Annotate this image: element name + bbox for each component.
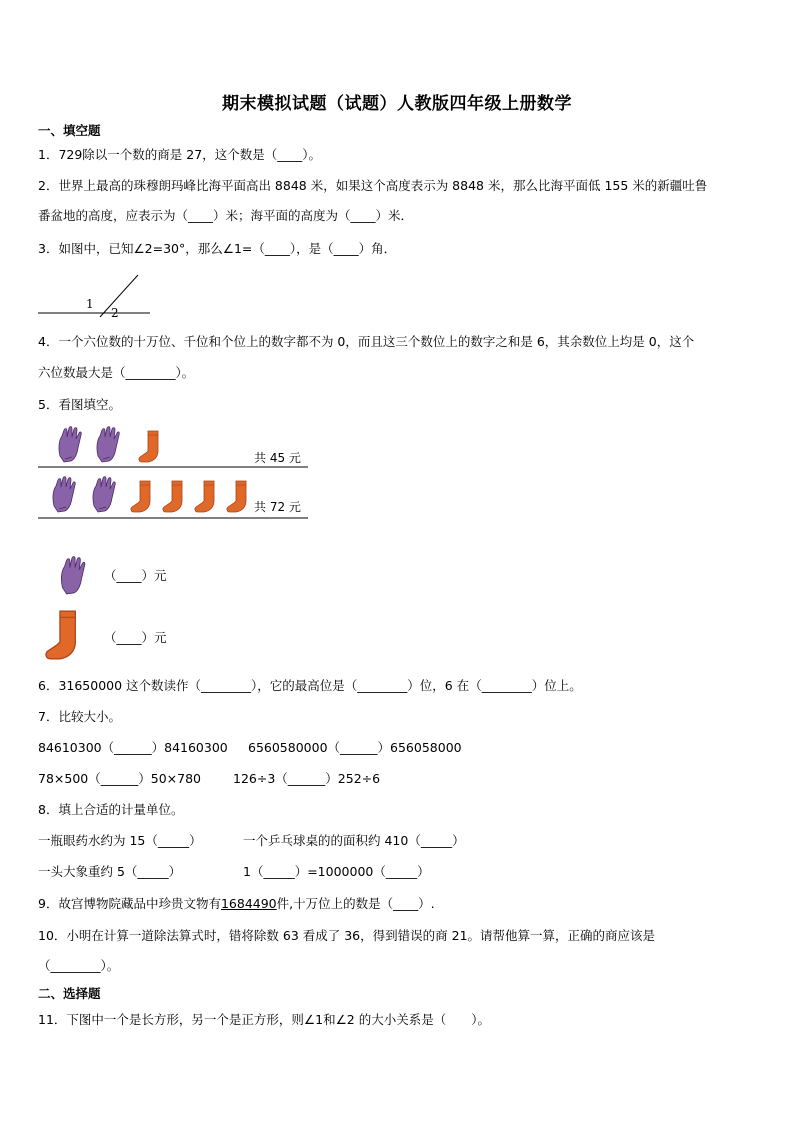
glove-icon (59, 427, 81, 462)
question-9-suffix: 件,十万位上的数是（____）. (276, 896, 435, 911)
question-9-number: 1684490 (220, 896, 277, 911)
sock-icon (42, 608, 84, 662)
question-10-line-2: （________）。 (38, 958, 120, 973)
question-8: 8．填上合适的计量单位。 (38, 802, 184, 817)
question-7-b1: 78×500（______）50×780 (38, 771, 201, 786)
question-11: 11．下图中一个是长方形，另一个是正方形，则∠1和∠2 的大小关系是（ ）。 (38, 1012, 490, 1027)
section-multiple-choice: 二、选择题 (38, 986, 101, 1001)
question-9 (38, 896, 435, 912)
angle-diagonal (100, 275, 138, 317)
question-3: 3．如图中，已知∠2=30°，那么∠1=（____），是（____）角． (38, 241, 397, 256)
question-8-b2: 1（_____）=1000000（_____） (243, 864, 430, 879)
question-8-a1: 一瓶眼药水约为 15（_____） (38, 833, 202, 848)
section-fill-blank: 一、填空题 (38, 123, 101, 138)
sock-icon (163, 481, 182, 512)
sock-icon (227, 481, 246, 512)
glove-icon (55, 556, 91, 596)
question-2-line-1: 2．世界上最高的珠穆朗玛峰比海平面高出 8848 米，如果这个高度表示为 8848 米，那么比海平面低 155 米的新疆吐鲁 (38, 178, 708, 193)
angle-figure (38, 270, 158, 320)
question-8-b1: 一头大象重约 5（_____） (38, 864, 182, 879)
question-4-line-2: 六位数最大是（________）。 (38, 365, 195, 380)
question-1: 1．729除以一个数的商是 27，这个数是（____）。 (38, 147, 321, 162)
question-7-b2: 126÷3（______）252÷6 (233, 771, 381, 786)
angle-label-1: 1 (86, 297, 94, 311)
sock-icon (195, 481, 214, 512)
question-4-line-1: 4．一个六位数的十万位、千位和个位上的数字都不为 0，而且这三个数位上的数字之和是 6，其余数位上均是 0，这个 (38, 334, 695, 349)
question-10-line-1: 10．小明在计算一道除法算式时，错将除数 63 看成了 36，得到错误的商 21。请帮他算一算，正确的商应该是 (38, 928, 656, 943)
page-title: 期末模拟试题（试题）人教版四年级上册数学 (222, 94, 572, 114)
price-figure (38, 424, 313, 524)
question-7-a2: 6560580000（______）656058000 (248, 740, 462, 755)
question-5: 5．看图填空。 (38, 397, 121, 412)
row-1-total: 共 45 元 (254, 451, 301, 465)
sock-price-blank: （____）元 (104, 630, 167, 645)
question-6: 6．31650000 这个数读作（________），它的最高位是（________）位，6 在（________）位上。 (38, 678, 582, 693)
question-9-prefix: 9．故宫博物院藏品中珍贵文物有 (38, 896, 221, 911)
question-2-line-2: 番盆地的高度，应表示为（____）米；海平面的高度为（____）米． (38, 208, 414, 223)
angle-label-2: 2 (111, 306, 119, 320)
question-7-a1: 84610300（______）84160300 (38, 740, 228, 755)
question-8-a2: 一个乒乓球桌的的面积约 410（_____） (243, 833, 465, 848)
glove-icon (53, 477, 75, 512)
sock-icon (131, 481, 150, 512)
glove-price-blank: （____）元 (104, 568, 167, 583)
glove-icon (97, 427, 119, 462)
glove-icon (93, 477, 115, 512)
row-2-total: 共 72 元 (254, 500, 301, 514)
sock-icon (139, 431, 158, 462)
question-7: 7．比较大小。 (38, 709, 121, 724)
